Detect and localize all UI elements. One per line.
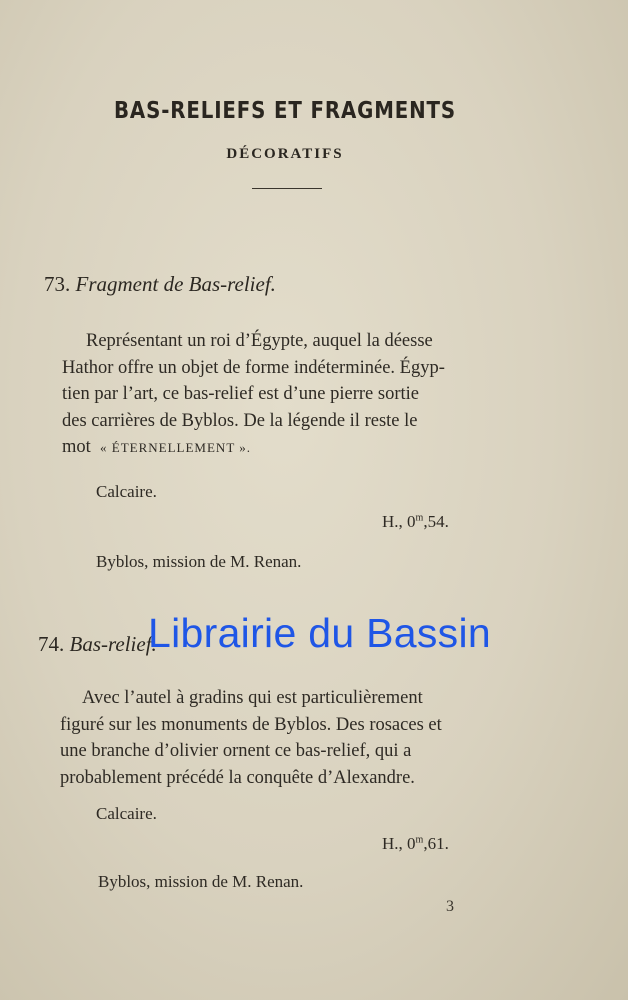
entry-73-line-2: Hathor offre un objet de forme indéterminée. Égyp- — [62, 357, 445, 378]
entry-73-name: Fragment de Bas-relief. — [75, 272, 276, 296]
entry-74-provenance: Byblos, mission de M. Renan. — [98, 872, 304, 891]
entry-74-description — [60, 685, 524, 791]
title-divider — [252, 188, 322, 189]
entry-73-quoted-word: « ÉTERNELLEMENT ». — [100, 440, 252, 455]
entry-73-heading — [44, 272, 276, 297]
entry-73-line-5 — [62, 434, 526, 462]
entry-73-height-unit: m — [415, 512, 424, 524]
entry-74-heading — [38, 632, 157, 657]
entry-74-name: Bas-relief. — [69, 632, 157, 656]
entry-74-number: 74. — [38, 632, 65, 656]
entry-74-line-3: une branche d’olivier ornent ce bas-relief, qui a — [60, 741, 412, 761]
entry-74-line-2: figuré sur les monuments de Byblos. Des rosaces et — [60, 714, 442, 735]
entry-74-height-label: H., 0 — [382, 834, 416, 853]
entry-73-height-label: H., 0 — [382, 512, 416, 531]
entry-73-height — [382, 512, 449, 532]
entry-73-provenance: Byblos, mission de M. Renan. — [96, 552, 302, 571]
watermark-text: Librairie du Bassin — [148, 610, 491, 656]
page-title: BAS-RELIEFS ET FRAGMENTS — [113, 98, 457, 124]
entry-74-line-4: probablement précédé la conquête d’Alexandre. — [60, 767, 415, 788]
entry-73-description — [62, 328, 526, 462]
entry-74-material: Calcaire. — [96, 804, 157, 823]
entry-73-line-5-prefix: mot — [62, 437, 91, 457]
page-number: 3 — [446, 898, 454, 915]
entry-73-height-value: ,54. — [423, 512, 449, 531]
entry-74-height — [382, 834, 449, 854]
entry-73-material: Calcaire. — [96, 482, 157, 501]
page-subtitle: DÉCORATIFS — [226, 146, 344, 162]
entry-73-line-4: des carrières de Byblos. De la légende il reste le — [62, 410, 418, 431]
entry-73-line-3: tien par l’art, ce bas-relief est d’une pierre sortie — [62, 384, 419, 404]
entry-73-number: 73. — [44, 272, 71, 296]
entry-73-line-1: Représentant un roi d’Égypte, auquel la déesse — [86, 331, 433, 351]
entry-74-line-1: Avec l’autel à gradins qui est particulièrement — [82, 688, 423, 708]
entry-74-height-value: ,61. — [423, 834, 449, 853]
entry-74-height-unit: m — [415, 834, 424, 846]
